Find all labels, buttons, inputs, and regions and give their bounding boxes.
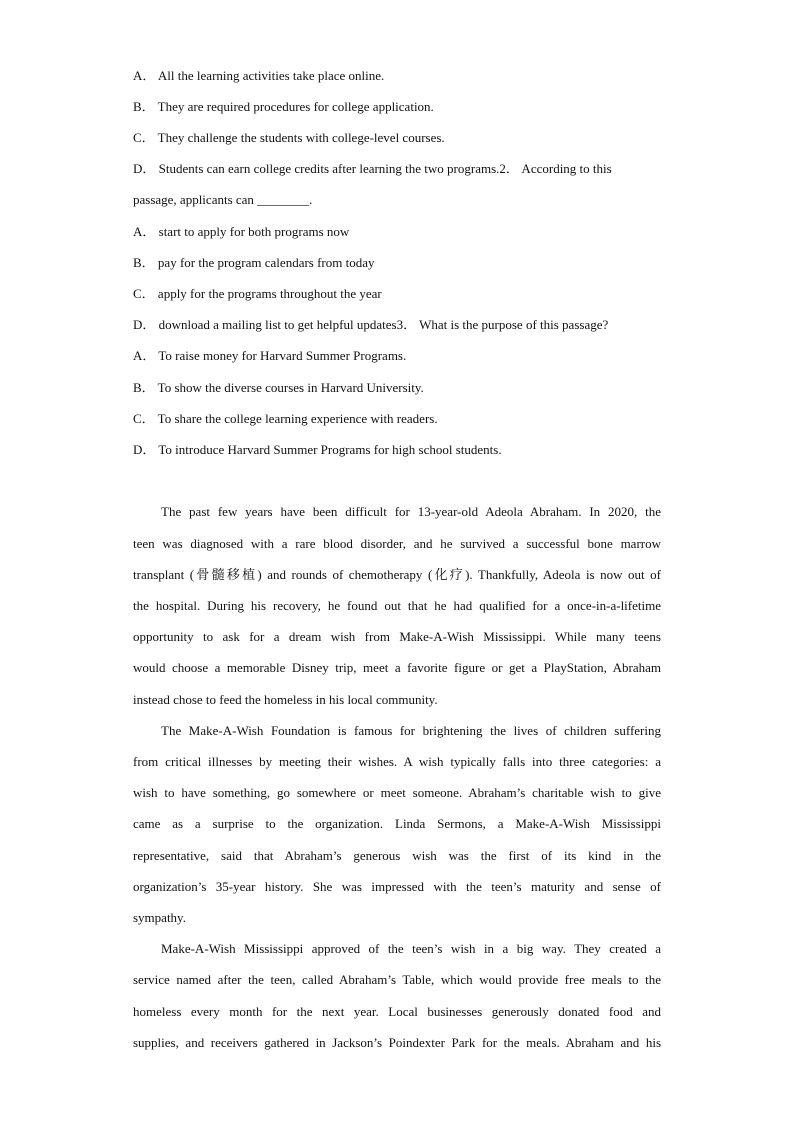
passage-p2-line: The Make-A-Wish Foundation is famous for brightening the lives of children suffering [161,723,661,738]
passage-p2-line: wish to have something, go somewhere or meet someone. Abraham’s charitable wish to give [133,785,661,800]
passage-p2-line: organization’s 35-year history. She was impressed with the teen’s maturity and sense of [133,879,661,894]
q1-option-c: C． They challenge the students with college-level courses. [133,130,445,145]
passage-p1-line: The past few years have been difficult for 13-year-old Adeola Abraham. In 2020, the [161,504,661,519]
passage-p1-line: instead chose to feed the homeless in his local community. [133,692,438,707]
q2-stem: passage, applicants can ________. [133,192,313,207]
q2-option-a: A． start to apply for both programs now [133,224,350,239]
passage-p1-line: transplant (骨髓移植) and rounds of chemotherapy (化疗). Thankfully, Adeola is now out of [133,567,661,582]
passage-p3-line: homeless every month for the next year. Local businesses generously donated food and [133,1004,661,1019]
q3-option-d: D． To introduce Harvard Summer Programs for high school students. [133,442,502,457]
passage-p2-line: from critical illnesses by meeting their wishes. A wish typically falls into three categories: a [133,754,661,769]
q1-option-a: A． All the learning activities take place online. [133,68,385,83]
q1-option-b: B． They are required procedures for college application. [133,99,434,114]
q2-option-c: C． apply for the programs throughout the year [133,286,382,301]
passage-p2-line: came as a surprise to the organization. Linda Sermons, a Make-A-Wish Mississippi [133,816,661,831]
passage-p1-line: teen was diagnosed with a rare blood disorder, and he survived a successful bone marrow [133,536,661,551]
passage-p1-line: the hospital. During his recovery, he found out that he had qualified for a once-in-a-lifetime [133,598,661,613]
q3-option-a: A． To raise money for Harvard Summer Programs. [133,348,407,363]
q2-option-b: B． pay for the program calendars from today [133,255,375,270]
passage-p1-line: opportunity to ask for a dream wish from Make-A-Wish Mississippi. While many teens [133,629,661,644]
q1-option-d-and-q2-stem: D． Students can earn college credits after learning the two programs.2． According to this [133,161,612,176]
passage-p3-line: service named after the teen, called Abraham’s Table, which would provide free meals to the [133,972,661,987]
q2-option-d-and-q3-stem: D． download a mailing list to get helpful updates3． What is the purpose of this passage? [133,317,609,332]
passage-p1-line: would choose a memorable Disney trip, meet a favorite figure or get a PlayStation, Abraham [133,660,661,675]
passage-p3-line: Make-A-Wish Mississippi approved of the teen’s wish in a big way. They created a [161,941,661,956]
passage-p3-line: supplies, and receivers gathered in Jackson’s Poindexter Park for the meals. Abraham and his [133,1035,661,1050]
passage-p2-line: sympathy. [133,910,186,925]
q3-option-b: B． To show the diverse courses in Harvard University. [133,380,424,395]
q3-option-c: C． To share the college learning experience with readers. [133,411,438,426]
passage-p2-line: representative, said that Abraham’s generous wish was the first of its kind in the [133,848,661,863]
